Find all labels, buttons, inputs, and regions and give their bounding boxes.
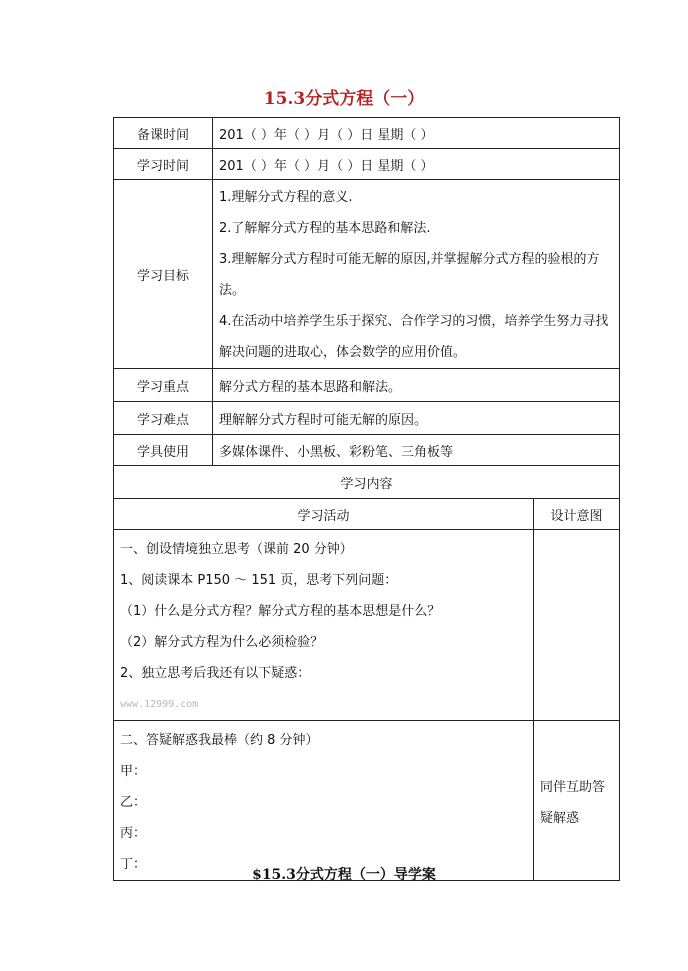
key-point-value: 解分式方程的基本思路和解法。 xyxy=(213,369,620,402)
goals-cell xyxy=(213,180,620,369)
page-title: 15.3分式方程（一） xyxy=(263,89,425,109)
answer-line-jia: 甲： xyxy=(120,764,147,779)
activity-1-line: （1）什么是分式方程？解分式方程的基本思想是什么？ xyxy=(120,604,441,619)
answer-line-yi: 乙： xyxy=(120,795,147,810)
lesson-plan-table xyxy=(113,117,620,881)
difficulty-row xyxy=(114,402,620,435)
tools-value: 多媒体课件、小黑板、彩粉笔、三角板等 xyxy=(213,435,620,466)
design-header: 设计意图 xyxy=(534,499,620,530)
goal-item: 1.理解分式方程的意义. xyxy=(219,190,353,205)
goals-row xyxy=(114,180,620,369)
study-time-label: 学习时间 xyxy=(114,149,213,180)
activity-1-cell xyxy=(114,530,534,721)
tools-row xyxy=(114,435,620,466)
activity-1-line: 1、阅读课本 P150 ～ 151 页，思考下列问题： xyxy=(120,573,398,588)
prep-time-label: 备课时间 xyxy=(114,118,213,149)
goal-item: 4.在活动中培养学生乐于探究、合作学习的习惯，培养学生努力寻找解决问题的进取心，体会数学的应用价值。 xyxy=(219,314,609,360)
activity-header: 学习活动 xyxy=(114,499,534,530)
goal-item: 2.了解解分式方程的基本思路和解法. xyxy=(219,221,431,236)
activity-1-heading: 一、创设情境独立思考（课前 20 分钟） xyxy=(120,542,353,557)
activity-1-line: 2、独立思考后我还有以下疑惑： xyxy=(120,666,311,681)
difficulty-value: 理解解分式方程时可能无解的原因。 xyxy=(213,402,620,435)
footer-title: $15.3分式方程（一）导学案 xyxy=(252,867,436,883)
content-header-row xyxy=(114,466,620,499)
activity-2-design-note: 同伴互助答疑解惑 xyxy=(540,779,606,826)
answer-line-bing: 丙： xyxy=(120,826,147,841)
activity-2-cell xyxy=(114,721,534,881)
activity-1-row xyxy=(114,530,620,721)
activity-2-design xyxy=(534,721,620,881)
watermark-text: www.12999.com xyxy=(120,699,199,710)
activity-header-row xyxy=(114,499,620,530)
activity-1-line: （2）解分式方程为什么必须检验？ xyxy=(120,635,324,650)
answer-line-ding: 丁： xyxy=(120,857,147,872)
prep-time-row xyxy=(114,118,620,149)
prep-time-value: 201（ ）年（ ）月（ ）日 星期（ ） xyxy=(213,118,620,149)
goal-item: 3.理解解分式方程时可能无解的原因,并掌握解分式方程的验根的方法。 xyxy=(219,252,600,298)
activity-2-row xyxy=(114,721,620,881)
study-time-value: 201（ ）年（ ）月（ ）日 星期（ ） xyxy=(213,149,620,180)
content-header: 学习内容 xyxy=(114,466,620,499)
key-point-label: 学习重点 xyxy=(114,369,213,402)
goals-label: 学习目标 xyxy=(114,180,213,369)
difficulty-label: 学习难点 xyxy=(114,402,213,435)
tools-label: 学具使用 xyxy=(114,435,213,466)
study-time-row xyxy=(114,149,620,180)
key-point-row xyxy=(114,369,620,402)
activity-2-heading: 二、答疑解惑我最棒（约 8 分钟） xyxy=(120,733,319,748)
activity-1-design xyxy=(534,530,620,721)
